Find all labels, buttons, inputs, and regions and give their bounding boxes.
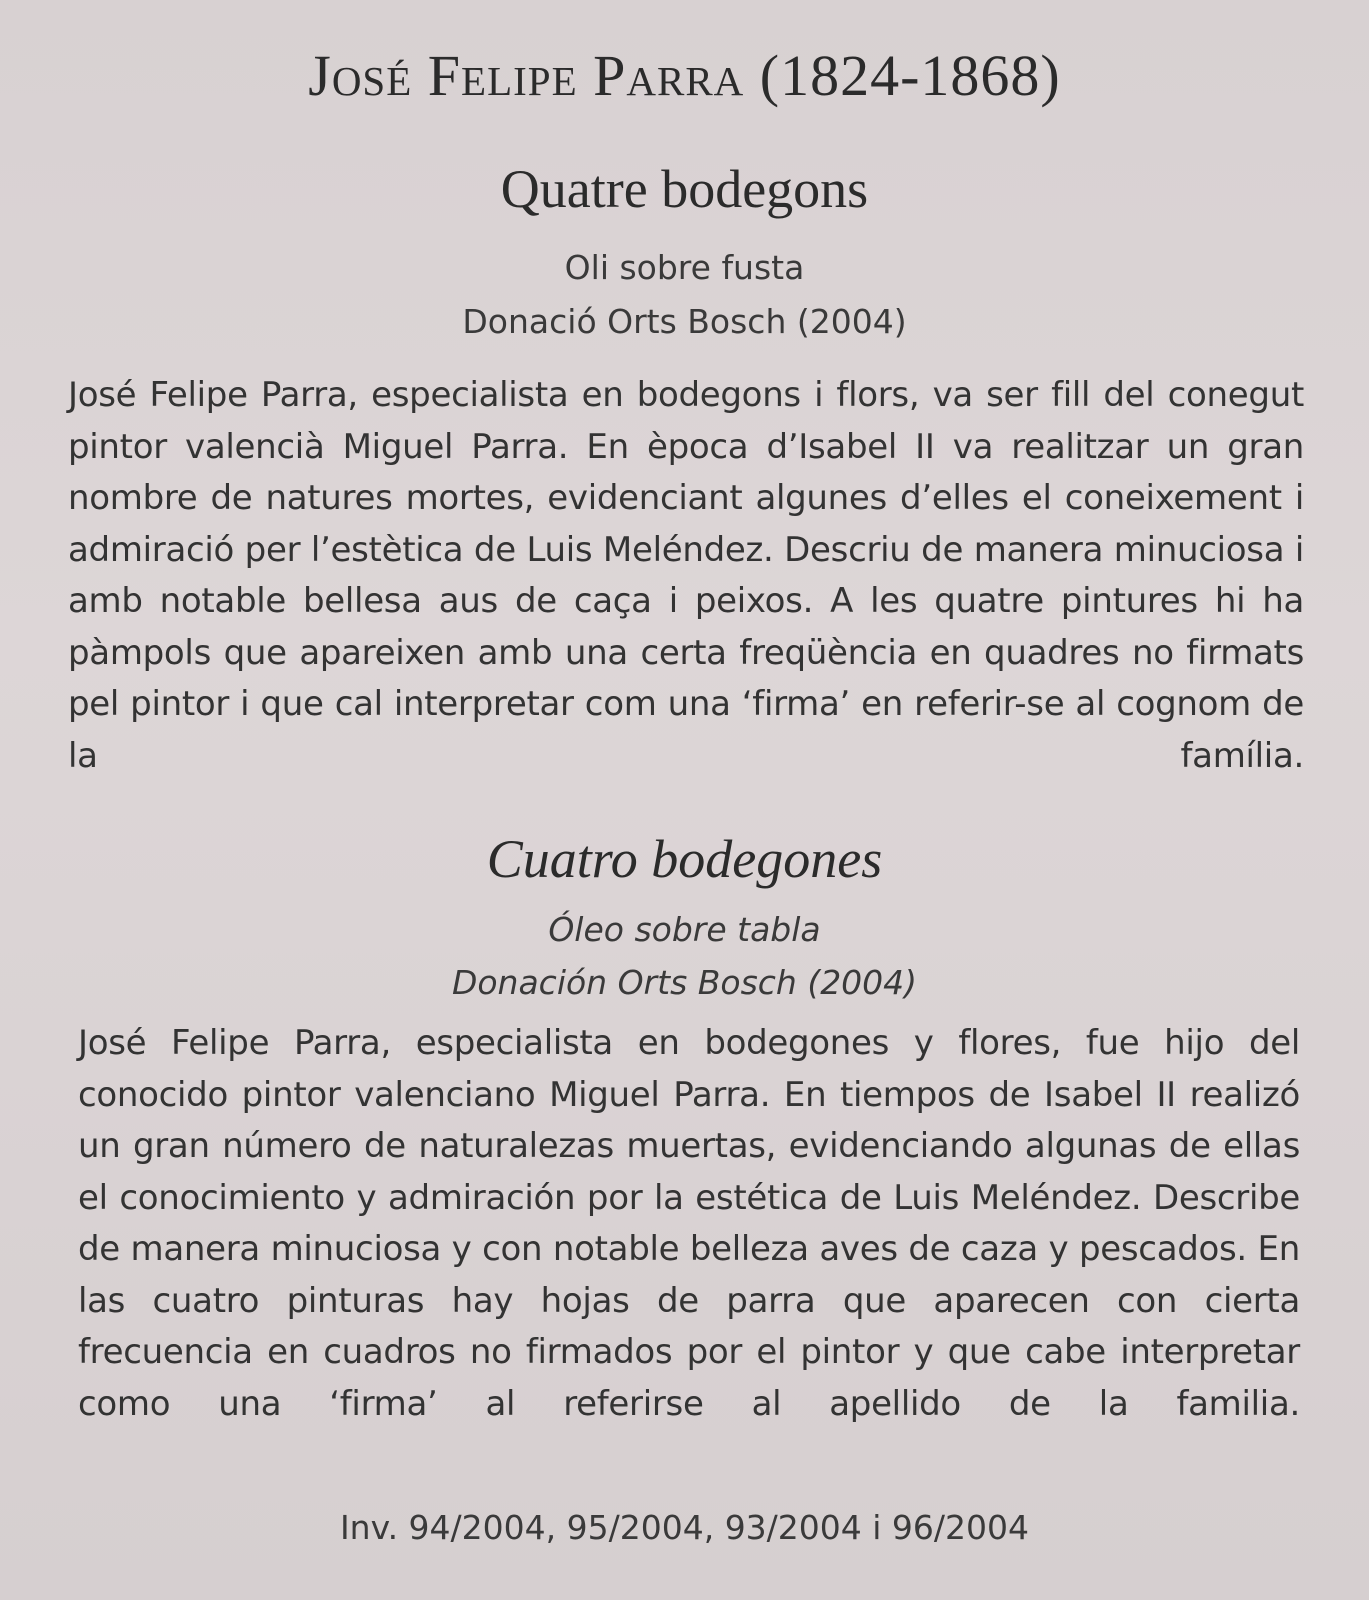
- medium-spanish: Óleo sobre tabla: [548, 910, 821, 949]
- description-catalan: José Felipe Parra, especialista en bodegons i flors, va ser fill del conegut pintor valencià Miguel Parra. En època d’Isabel II va realitzar un gran nombre de natures mortes, evidenciant algunes d’elles el coneixement i admiració per l’estètica de Luis Meléndez. Descriu de manera minuciosa i amb notable bellesa aus de caça i peixos. A les quatre pintures hi ha pàmpols que apareixen amb una certa freqüència en quadres no firmats pel pintor i que cal interpretar com una ‘firma’ en referir-se al cognom de la família.: [68, 375, 1304, 776]
- description-spanish: José Felipe Parra, especialista en bodegones y flores, fue hijo del conocido pintor valenciano Miguel Parra. En tiempos de Isabel II realizó un gran número de naturalezas muertas, evidenciando algunas de ellas el conocimiento y admiración por la estética de Luis Meléndez. Describe de manera minuciosa y con notable belleza aves de caza y pescados. En las cuatro pinturas hay hojas de parra que aparecen con cierta frecuencia en cuadros no firmados por el pintor y que cabe interpretar como una ‘firma’ al referirse al apellido de la familia.: [78, 1023, 1300, 1424]
- medium-catalan: Oli sobre fusta: [564, 248, 805, 287]
- title-spanish: Cuatro bodegones: [486, 829, 883, 889]
- donation-catalan: Donació Orts Bosch (2004): [462, 302, 907, 341]
- donation-spanish: Donación Orts Bosch (2004): [451, 963, 918, 1002]
- title-catalan: Quatre bodegons: [500, 159, 869, 219]
- inventory-numbers: Inv. 94/2004, 95/2004, 93/2004 i 96/2004: [339, 1508, 1030, 1547]
- artist-heading: José Felipe Parra (1824-1868): [308, 43, 1061, 108]
